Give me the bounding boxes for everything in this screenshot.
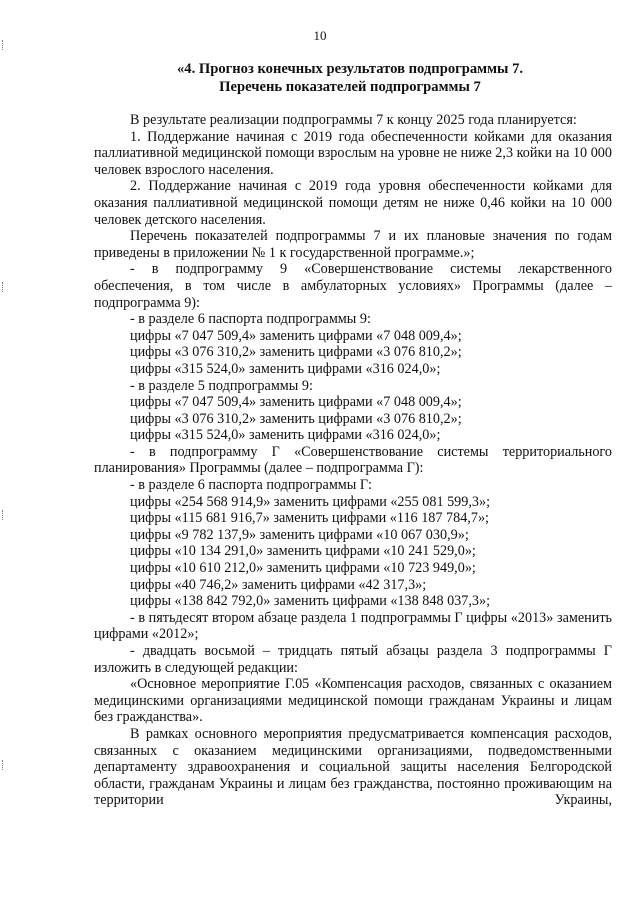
paragraph: цифры «7 047 509,4» заменить цифрами «7 048 009,4»; [130,394,462,411]
paragraph: - двадцать восьмой – тридцать пятый абзацы раздела 3 подпрограммы Г изложить в следующей редакции: [94,643,612,676]
paragraph: В рамках основного мероприятия предусматривается компенсация расходов, связанных с оказанием медицинскими организациями, подведомственными департаменту здравоохранения и социальной защиты населения Белгородской области, гражданам Украины и лицам без гражданства, постоянно проживающим на территории Украины, [94,725,612,809]
binding-mark [2,760,7,770]
binding-mark [2,510,7,520]
paragraph: цифры «7 047 509,4» заменить цифрами «7 048 009,4»; [130,327,462,344]
paragraph: 1. Поддержание начиная с 2019 года обеспеченности койками для оказания паллиативной медицинской помощи взрослым на уровне не ниже 2,3 койки на 10 000 человек взрослого населения. [94,128,612,178]
binding-mark [2,282,7,292]
paragraph: цифры «10 610 212,0» заменить цифрами «10 723 949,0»; [130,560,476,577]
paragraph: цифры «9 782 137,9» заменить цифрами «10 067 030,9»; [130,526,469,543]
document-body [94,112,612,809]
paragraph: В результате реализации подпрограммы 7 к концу 2025 года планируется: [130,112,577,128]
paragraph: цифры «115 681 916,7» заменить цифрами «116 187 784,7»; [130,510,489,527]
paragraph: - в разделе 6 паспорта подпрограммы 9: [130,311,371,328]
paragraph: «Основное мероприятие Г.05 «Компенсация расходов, связанных с оказанием медицинскими организациями медицинской помощи гражданам Украины и лицам без гражданства». [94,676,612,726]
paragraph: цифры «315 524,0» заменить цифрами «316 024,0»; [130,427,441,444]
paragraph: цифры «254 568 914,9» заменить цифрами «255 081 599,3»; [130,493,491,510]
paragraph: цифры «40 746,2» заменить цифрами «42 317,3»; [130,576,427,593]
paragraph: - в пятьдесят втором абзаце раздела 1 подпрограммы Г цифры «2013» заменить цифрами «2012»; [94,609,612,643]
paragraph: Перечень показателей подпрограммы 7 и их плановые значения по годам приведены в приложении № 1 к государственной программе.»; [94,228,612,261]
paragraph: - в разделе 5 подпрограммы 9: [130,377,313,394]
page-number: 10 [313,28,327,43]
paragraph: цифры «138 842 792,0» заменить цифрами «138 848 037,3»; [130,593,491,610]
paragraph: - в подпрограмму 9 «Совершенствование системы лекарственного обеспечения, в том числе в амбулаторных условиях» Программы (далее – подпрограмма 9): [94,261,612,311]
paragraph: цифры «3 076 310,2» заменить цифрами «3 076 810,2»; [130,344,462,361]
paragraph: цифры «10 134 291,0» заменить цифрами «10 241 529,0»; [130,543,476,560]
heading-line-1: «4. Прогноз конечных результатов подпрограммы 7. [176,61,524,77]
heading-line-2: Перечень показателей подпрограммы 7 [219,79,481,95]
paragraph: - в подпрограмму Г «Совершенствование системы территориального планирования» Программы (далее – подпрограмма Г): [94,443,612,477]
paragraph: - в разделе 6 паспорта подпрограммы Г: [130,477,372,494]
paragraph: цифры «3 076 310,2» заменить цифрами «3 076 810,2»; [130,410,462,427]
paragraph: 2. Поддержание начиная с 2019 года уровня обеспеченности койками для оказания паллиативной медицинской помощи детям не ниже 0,46 койки на 10 000 человек детского населения. [94,178,612,228]
section-heading [140,60,560,96]
paragraph: цифры «315 524,0» заменить цифрами «316 024,0»; [130,360,441,377]
